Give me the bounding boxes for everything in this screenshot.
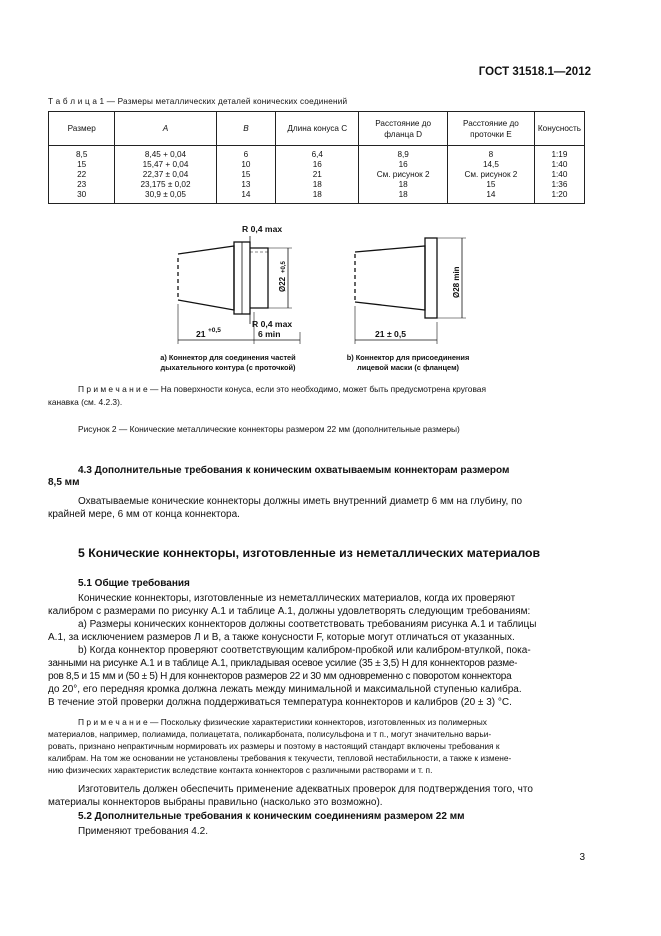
- cell: 13: [216, 180, 276, 190]
- col-a: A: [115, 112, 216, 146]
- cell: 1:40: [534, 160, 584, 170]
- section-4-3-para-tail: крайней мере, 6 мм от конца коннектора.: [48, 509, 240, 520]
- section-4-3-para: Охватываемые конические коннекторы должны иметь внутренний диаметр 6 мм на глубину, по: [78, 496, 523, 507]
- para-line: Изготовитель должен обеспечить применение адекватных проверок для подтверждения того, что: [78, 784, 533, 795]
- label-len-total: 21: [196, 329, 206, 339]
- connector-b-outline: [355, 238, 466, 344]
- section-5-2-title: 5.2 Дополнительные требования к коническим соединениям размером 22 мм: [78, 811, 465, 822]
- label-len-b: 21 ± 0,5: [375, 329, 406, 339]
- cell: 16: [276, 160, 359, 170]
- table-row: [49, 180, 585, 190]
- figure-note: П р и м е ч а н и е — На поверхности конуса, если это необходимо, может быть предусмотрена круговая: [78, 384, 486, 394]
- cell: 15: [216, 170, 276, 180]
- section-5-title: 5 Конические коннекторы, изготовленные из неметаллических материалов: [78, 546, 541, 560]
- cell: См. рисунок 2: [447, 170, 534, 180]
- caption-b-line1: b) Коннектор для присоединения: [346, 353, 470, 362]
- figure-note-tail: канавка (см. 4.2.3).: [48, 397, 123, 407]
- cell: 14: [447, 190, 534, 204]
- cell: 15: [447, 180, 534, 190]
- col-c: Длина конуса C: [276, 112, 359, 146]
- note-line: П р и м е ч а н и е — Поскольку физические характеристики коннекторов, изготовленных из полимерных: [78, 717, 487, 727]
- note-line: нию физических характеристик вследствие контакта коннекторов с различными растворами и т. п.: [48, 765, 433, 775]
- cell: 18: [276, 190, 359, 204]
- caption-a-line1: а) Коннектор для соединения частей: [160, 353, 296, 362]
- para-line: до 20°, его передняя кромка должна лежать между минимальной и максимальной ступенью калибра.: [48, 684, 522, 695]
- cell: 6,4: [276, 146, 359, 161]
- label-r-bottom: R 0,4 max: [252, 319, 293, 329]
- col-b: B: [216, 112, 276, 146]
- cell: 8,5: [49, 146, 115, 161]
- cell: 18: [276, 180, 359, 190]
- cell: 16: [359, 160, 448, 170]
- page-number: 3: [579, 852, 585, 863]
- col-d: Расстояние до фланца D: [359, 112, 448, 146]
- cell: См. рисунок 2: [359, 170, 448, 180]
- cell: 23: [49, 180, 115, 190]
- cell: 1:19: [534, 146, 584, 161]
- para-line: калибром с размерами по рисунку А.1 и таблице А.1, должны удовлетворять следующим требованиям:: [48, 606, 531, 617]
- cell: 14,5: [447, 160, 534, 170]
- table-header-row: [49, 112, 585, 146]
- cell: 14: [216, 190, 276, 204]
- label-len-total-tol: +0,5: [208, 327, 221, 334]
- section-5-1-title: 5.1 Общие требования: [78, 578, 190, 589]
- cell: 22,37 ± 0,04: [115, 170, 216, 180]
- cell: 18: [359, 190, 448, 204]
- figure-caption: Рисунок 2 — Конические металлические коннекторы размером 22 мм (дополнительные размеры): [78, 424, 460, 434]
- caption-b-line2: лицевой маски (с фланцем): [357, 363, 459, 372]
- note-line: материалов, например, полиамида, полиацетата, поликарбоната, полисульфона и т п., могут значительно варьи-: [48, 729, 492, 739]
- table-row: [49, 170, 585, 180]
- section-4-3-title-tail: 8,5 мм: [48, 477, 80, 488]
- para-line: материалы коннекторов выбраны правильно (насколько это возможно).: [48, 797, 383, 808]
- cell: 30,9 ± 0,05: [115, 190, 216, 204]
- label-dia-a-tol: +0,5: [281, 261, 287, 273]
- label-dia-b: Ø28 min: [452, 266, 461, 298]
- table-row: [49, 190, 585, 204]
- label-r-top: R 0,4 max: [242, 224, 283, 234]
- cell: 8,9: [359, 146, 448, 161]
- table-row: [49, 160, 585, 170]
- cell: 6: [216, 146, 276, 161]
- dimensions-table: [48, 111, 585, 204]
- label-dia-a: Ø22: [278, 276, 287, 292]
- cell: 15: [49, 160, 115, 170]
- cell: 15,47 + 0,04: [115, 160, 216, 170]
- cell: 1:36: [534, 180, 584, 190]
- document-code: ГОСТ 31518.1—2012: [478, 66, 591, 78]
- note-line: ровать, признано непрактичным нормировать их размеры и поэтому в настоящий стандарт включены требования к: [48, 741, 500, 751]
- cell: 22: [49, 170, 115, 180]
- para-line: А.1, за исключением размеров Л и В, а также конусности F, которые могут отличаться от указанных.: [48, 632, 515, 643]
- section-5-2-para: Применяют требования 4.2.: [78, 826, 208, 837]
- para-line: Конические коннекторы, изготовленные из неметаллических материалов, когда их проверяют: [78, 593, 516, 604]
- cell: 1:40: [534, 170, 584, 180]
- para-line: ров 8,5 и 15 мм и (50 ± 5) Н для коннекторов размеров 22 и 30 мм одновременно с поворотом коннектора: [48, 671, 512, 682]
- col-e: Расстояние до проточки E: [447, 112, 534, 146]
- para-line: а) Размеры конических коннекторов должны соответствовать требованиям рисунка А.1 и таблицы: [78, 619, 537, 630]
- cell: 8,45 + 0,04: [115, 146, 216, 161]
- cell: 8: [447, 146, 534, 161]
- figure-2-drawing: [150, 218, 510, 378]
- note-line: калибрам. На том же основании не установлены требования к текучести, тепловой нестабильности, а также к измене-: [48, 753, 512, 763]
- cell: 23,175 ± 0,02: [115, 180, 216, 190]
- col-taper: Конусность: [534, 112, 584, 146]
- figure-dimension-labels: [196, 224, 461, 339]
- cell: 30: [49, 190, 115, 204]
- cell: 21: [276, 170, 359, 180]
- cell: 10: [216, 160, 276, 170]
- table-row: [49, 146, 585, 161]
- para-line: занными на рисунке А.1 и в таблице А.1, прикладывая осевое усилие (35 ± 3,5) Н для коннекторов разме-: [48, 658, 518, 669]
- cell: 1:20: [534, 190, 584, 204]
- cell: 18: [359, 180, 448, 190]
- figure-subcaptions: [160, 353, 469, 372]
- section-4-3-title: 4.3 Дополнительные требования к коническим охватываемым коннекторам размером: [78, 465, 510, 476]
- col-size: Размер: [49, 112, 115, 146]
- caption-a-line2: дыхательного контура (с проточкой): [160, 363, 296, 372]
- table-caption: Т а б л и ц а 1 — Размеры металлических деталей конических соединений: [48, 97, 348, 106]
- label-len-6: 6 min: [258, 329, 281, 339]
- para-line: В течение этой проверки должна поддерживаться температура коннекторов и калибров (20 ± 3) °С.: [48, 697, 512, 708]
- para-line: b) Когда коннектор проверяют соответствующим калибром-пробкой или калибром-втулкой, пока-: [78, 645, 531, 656]
